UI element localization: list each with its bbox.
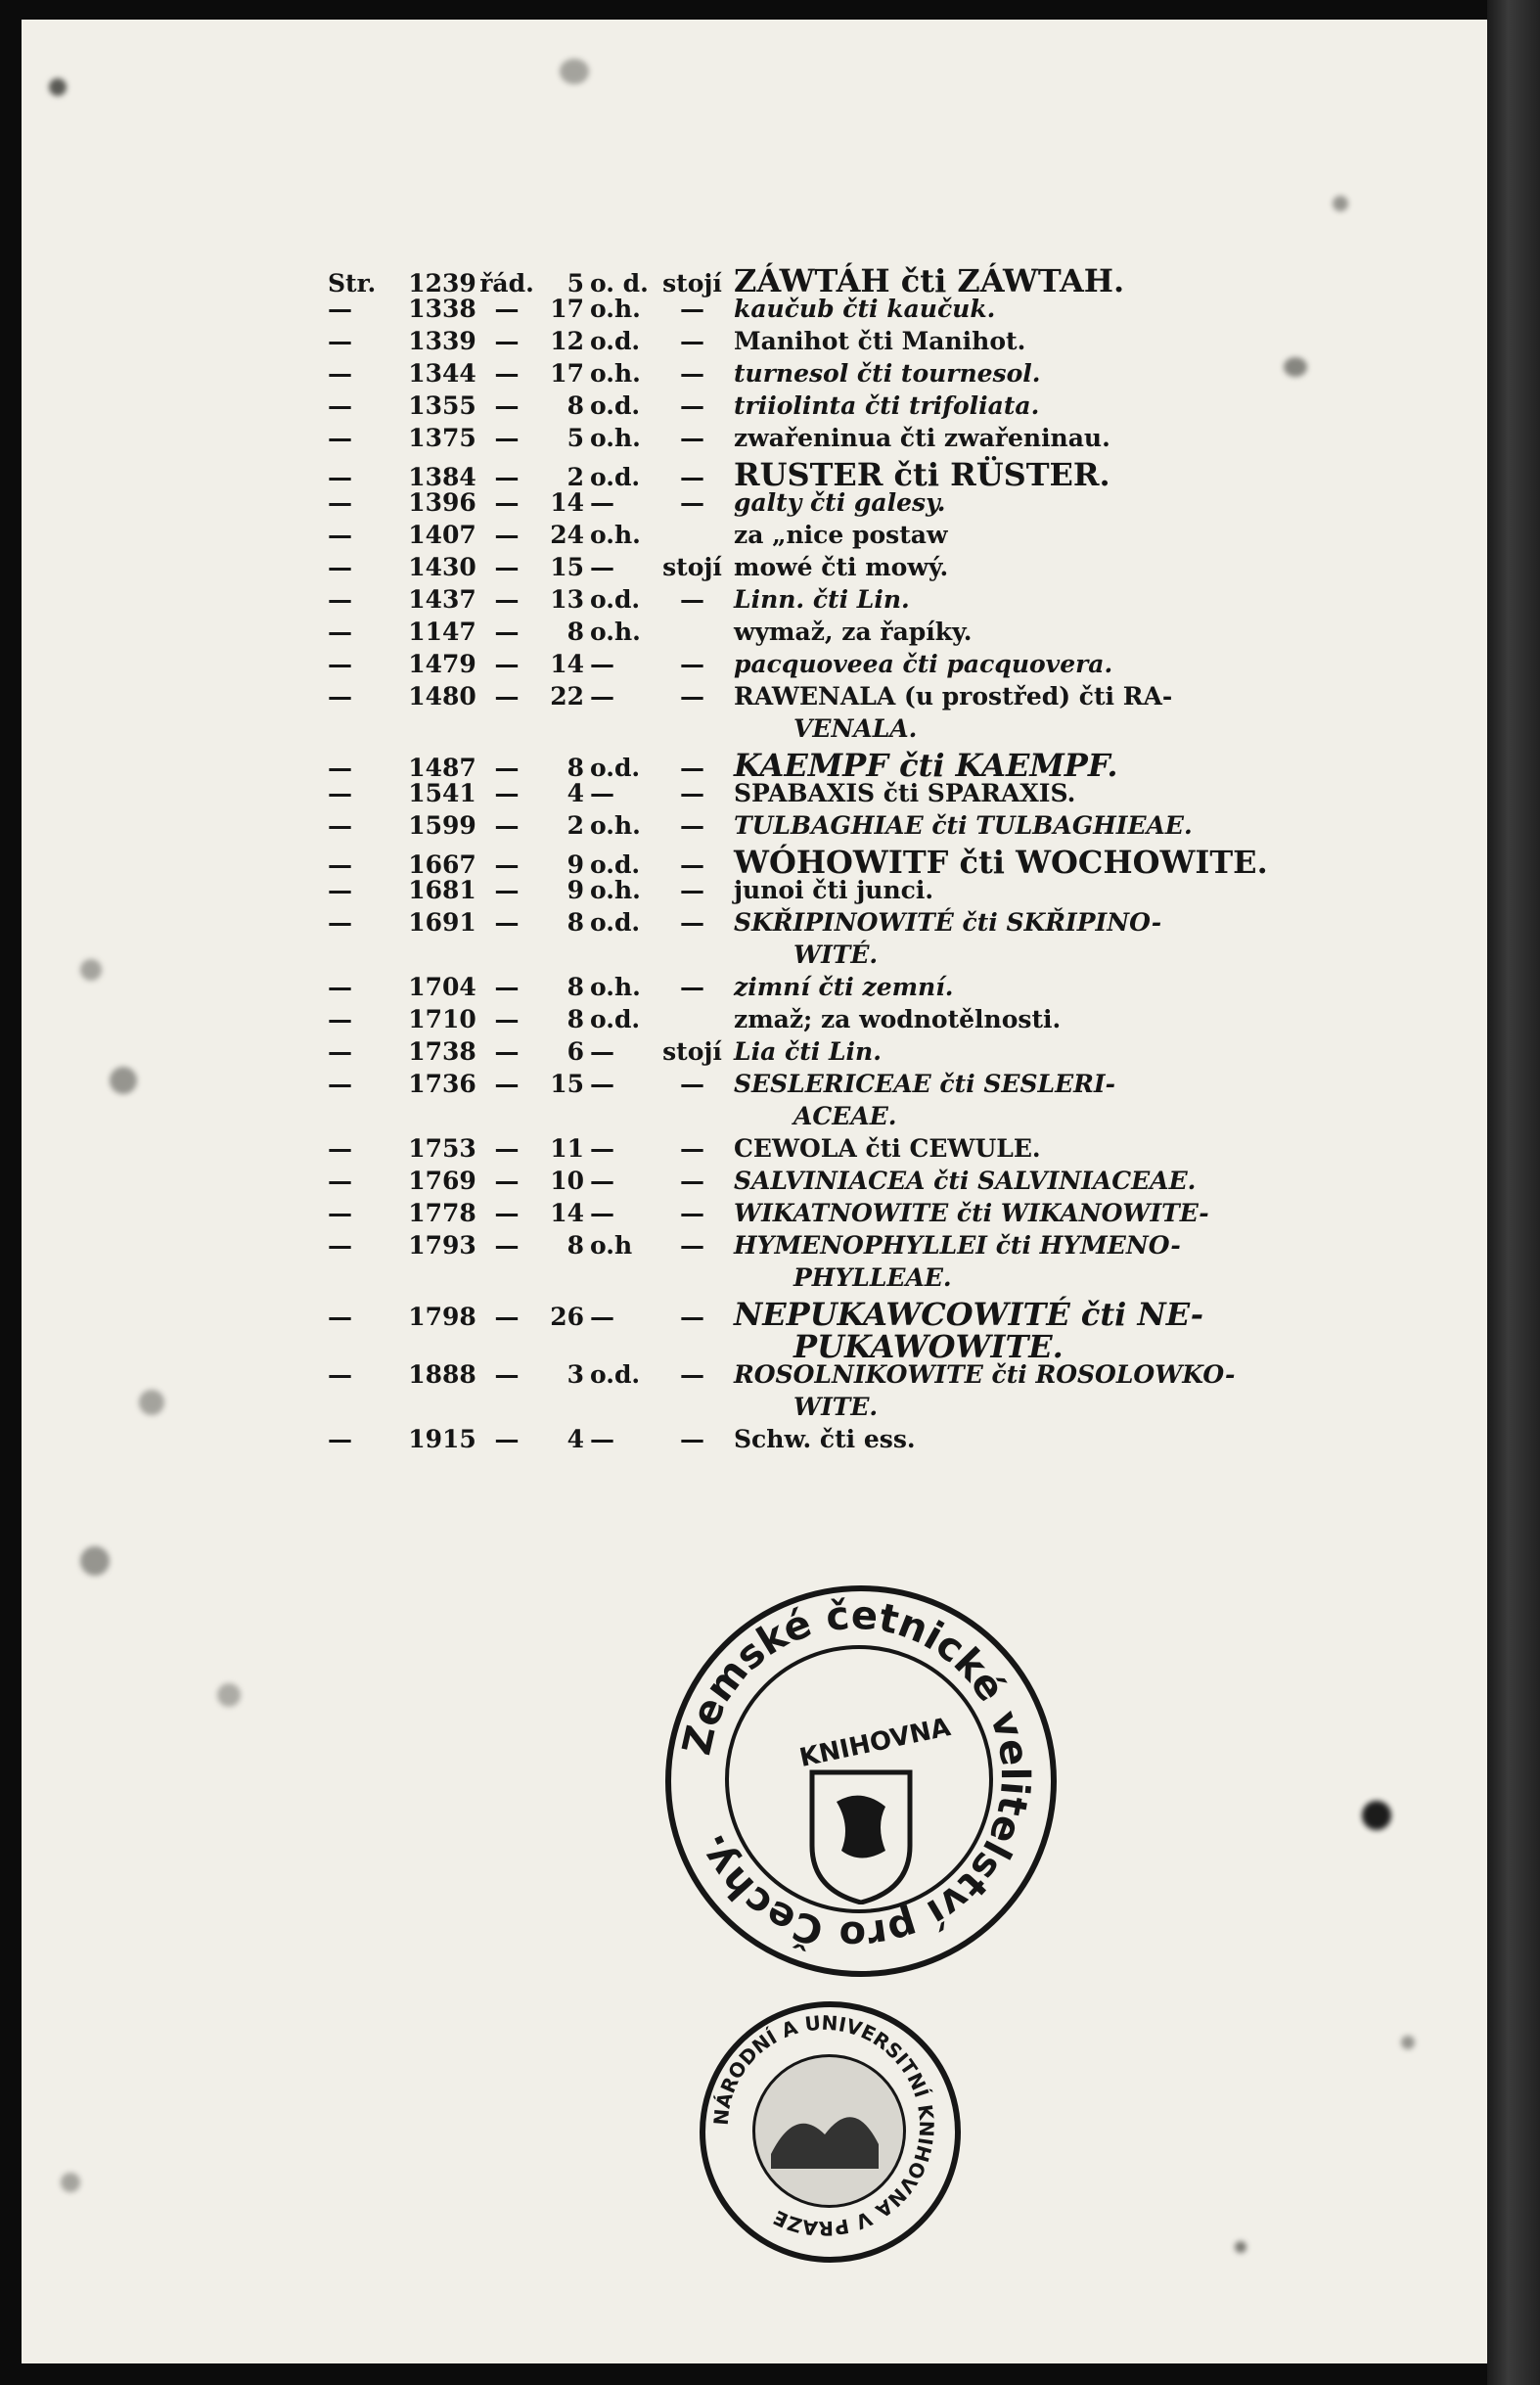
- dash: —: [328, 811, 352, 840]
- dash: —: [494, 424, 520, 452]
- dash: —: [328, 1037, 352, 1066]
- line-number: 10: [550, 1167, 584, 1195]
- dash: —: [328, 1425, 352, 1453]
- dash: —: [328, 876, 352, 904]
- dash: —: [680, 391, 704, 420]
- page-number: 1769: [408, 1167, 476, 1195]
- line-position: o.d.: [590, 391, 641, 420]
- dash: —: [494, 488, 520, 517]
- correction-text: HYMENOPHYLLEI čti HYMENO-: [734, 1231, 1181, 1260]
- line-number: 14: [550, 1199, 584, 1227]
- errata-row: [328, 747, 1424, 784]
- errata-row: [328, 779, 1424, 811]
- line-position: o.h.: [590, 618, 641, 646]
- correction-text: Manihot čti Manihot.: [734, 327, 1026, 355]
- line-number: 8: [566, 754, 584, 782]
- errata-continuation: WITE.: [793, 1393, 879, 1421]
- dash: —: [328, 391, 352, 420]
- stain: [110, 1067, 137, 1094]
- line-position: o.d.: [590, 1360, 641, 1389]
- dash: —: [328, 359, 352, 388]
- dash: —: [328, 553, 352, 581]
- dash: —: [328, 1199, 352, 1227]
- line-position: o.d.: [590, 908, 641, 937]
- line-position: —: [590, 1425, 614, 1453]
- dash: —: [494, 1425, 520, 1453]
- line-position: o.h: [590, 1231, 633, 1260]
- line-number: 13: [550, 585, 584, 614]
- line-number: 17: [550, 295, 584, 323]
- dash: —: [494, 1303, 520, 1331]
- line-position: o.h.: [590, 811, 641, 840]
- stain: [80, 959, 102, 981]
- correction-text: WÓHOWITF čti WOCHOWITE.: [734, 844, 1268, 881]
- correction-text: pacquoveea čti pacquovera.: [734, 650, 1113, 678]
- line-position: —: [590, 1303, 614, 1331]
- errata-row: [328, 844, 1424, 881]
- page-number: 1407: [408, 521, 476, 549]
- dash: —: [494, 585, 520, 614]
- line-position: —: [590, 1070, 614, 1098]
- errata-row: [328, 488, 1424, 521]
- dash: —: [494, 1167, 520, 1195]
- line-number: 14: [550, 488, 584, 517]
- errata-continuation: WITÉ.: [793, 940, 879, 969]
- line-number: 2: [566, 811, 584, 840]
- line-number: 8: [566, 1005, 584, 1033]
- correction-text: RAWENALA (u prostřed) čti RA-: [734, 682, 1173, 711]
- errata-row: [328, 940, 1424, 973]
- errata-row: [328, 585, 1424, 618]
- errata-row: [328, 521, 1424, 553]
- page-number: 1778: [408, 1199, 476, 1227]
- errata-list: [328, 262, 1424, 1457]
- dash: —: [680, 327, 704, 355]
- page-number: 1691: [408, 908, 476, 937]
- errata-row: [328, 1263, 1424, 1296]
- svg-text:NÁRODNÍ A UNIVERSITNÍ KNIHOVNA: NÁRODNÍ A UNIVERSITNÍ KNIHOVNA V PRAZE: [708, 2010, 939, 2241]
- line-label: řád.: [479, 269, 534, 298]
- correction-text: ROSOLNIKOWITE čti ROSOLOWKO-: [734, 1360, 1236, 1389]
- dash: —: [494, 327, 520, 355]
- errata-row: [328, 456, 1424, 493]
- dash: —: [328, 463, 352, 491]
- errata-row: [328, 1167, 1424, 1199]
- correction-text: KAEMPF čti KAEMPF.: [734, 747, 1118, 784]
- errata-row: [328, 1102, 1424, 1134]
- line-position: —: [590, 650, 614, 678]
- line-number: 9: [566, 850, 584, 879]
- dash: —: [494, 850, 520, 879]
- correction-text: RUSTER čti RÜSTER.: [734, 456, 1110, 493]
- dash: —: [680, 650, 704, 678]
- stain: [560, 59, 589, 84]
- dash: —: [494, 1005, 520, 1033]
- page-number: 1396: [408, 488, 476, 517]
- dash: —: [680, 1070, 704, 1098]
- svg-text:Zemské četnické velitelství pr: Zemské četnické velitelství pro Čechy.: [674, 1592, 1038, 1958]
- errata-row: [328, 1231, 1424, 1263]
- dash: —: [680, 424, 704, 452]
- dash: —: [680, 463, 704, 491]
- stain: [1362, 1801, 1391, 1830]
- correction-text: TULBAGHIAE čti TULBAGHIEAE.: [734, 811, 1193, 840]
- dash: —: [328, 1231, 352, 1260]
- dash: —: [680, 779, 704, 807]
- errata-row: [328, 1199, 1424, 1231]
- page-number: 1375: [408, 424, 476, 452]
- errata-row: [328, 391, 1424, 424]
- line-position: o.h.: [590, 521, 641, 549]
- page-number: 1344: [408, 359, 476, 388]
- stamp-center-label: KNIHOVNA: [796, 1713, 954, 1773]
- dash: —: [494, 650, 520, 678]
- stoji-label: stojí: [662, 269, 722, 298]
- dash: —: [680, 295, 704, 323]
- page-number: 1738: [408, 1037, 476, 1066]
- stain: [49, 78, 67, 96]
- dash: —: [494, 521, 520, 549]
- line-position: o.h.: [590, 295, 641, 323]
- stoji-label: stojí: [662, 553, 722, 581]
- line-number: 15: [550, 553, 584, 581]
- page-number: 1355: [408, 391, 476, 420]
- stain: [1401, 2036, 1415, 2049]
- line-number: 3: [566, 1360, 584, 1389]
- correction-text: zimní čti zemní.: [734, 973, 954, 1001]
- dash: —: [328, 1005, 352, 1033]
- line-position: o.d.: [590, 1005, 641, 1033]
- line-position: —: [590, 682, 614, 711]
- dash: —: [328, 424, 352, 452]
- errata-row: [328, 1296, 1424, 1333]
- line-number: 15: [550, 1070, 584, 1098]
- correction-text: SKŘIPINOWITÉ čti SKŘIPINO-: [734, 908, 1162, 937]
- errata-row: [328, 262, 1424, 299]
- dash: —: [494, 754, 520, 782]
- dash: —: [328, 585, 352, 614]
- dash: —: [328, 754, 352, 782]
- errata-row: [328, 811, 1424, 844]
- dash: —: [494, 682, 520, 711]
- library-emblem-icon: [766, 2086, 883, 2174]
- stain: [217, 1683, 241, 1707]
- dash: —: [328, 1167, 352, 1195]
- dash: —: [680, 876, 704, 904]
- dash: —: [328, 973, 352, 1001]
- dash: —: [494, 1199, 520, 1227]
- dash: —: [328, 1303, 352, 1331]
- errata-continuation: ACEAE.: [793, 1102, 897, 1130]
- dash: —: [680, 1360, 704, 1389]
- dash: —: [680, 1134, 704, 1163]
- line-number: 4: [566, 779, 584, 807]
- line-number: 5: [566, 424, 584, 452]
- dash: —: [494, 1134, 520, 1163]
- correction-text: wymaž, za řapíky.: [734, 618, 973, 646]
- dash: —: [328, 1360, 352, 1389]
- errata-row: [328, 1425, 1424, 1457]
- dash: —: [328, 650, 352, 678]
- page-number: 1888: [408, 1360, 476, 1389]
- dash: —: [494, 1037, 520, 1066]
- correction-text: Schw. čti ess.: [734, 1425, 916, 1453]
- page-label: Str.: [328, 269, 377, 298]
- line-position: o.d.: [590, 850, 641, 879]
- correction-text: WIKATNOWITE čti WIKANOWITE-: [734, 1199, 1209, 1227]
- line-position: o.d.: [590, 327, 641, 355]
- stain: [1235, 2241, 1246, 2253]
- line-number: 8: [566, 1231, 584, 1260]
- correction-text: turnesol čti tournesol.: [734, 359, 1041, 388]
- page-number: 1704: [408, 973, 476, 1001]
- dash: —: [680, 1425, 704, 1453]
- correction-text: zwařeninua čti zwařeninau.: [734, 424, 1110, 452]
- dash: —: [680, 585, 704, 614]
- correction-text: Linn. čti Lin.: [734, 585, 910, 614]
- dash: —: [494, 618, 520, 646]
- page-number: 1541: [408, 779, 476, 807]
- errata-row: [328, 1360, 1424, 1393]
- page-number: 1487: [408, 754, 476, 782]
- dash: —: [680, 488, 704, 517]
- scan-edge: [1487, 0, 1540, 2385]
- dash: —: [494, 295, 520, 323]
- page-number: 1437: [408, 585, 476, 614]
- correction-text: mowé čti mowý.: [734, 553, 949, 581]
- line-number: 9: [566, 876, 584, 904]
- errata-row: [328, 327, 1424, 359]
- page-number: 1339: [408, 327, 476, 355]
- line-number: 17: [550, 359, 584, 388]
- errata-row: [328, 1393, 1424, 1425]
- dash: —: [494, 811, 520, 840]
- line-number: 5: [566, 269, 584, 298]
- library-stamp: [665, 1585, 1057, 1977]
- line-number: 8: [566, 908, 584, 937]
- line-position: o. d.: [590, 269, 649, 298]
- page-number: 1710: [408, 1005, 476, 1033]
- stain: [1333, 196, 1348, 211]
- dash: —: [680, 850, 704, 879]
- line-position: o.d.: [590, 754, 641, 782]
- page-number: 1338: [408, 295, 476, 323]
- page-number: 1667: [408, 850, 476, 879]
- errata-row: [328, 295, 1424, 327]
- correction-text: triiolinta čti trifoliata.: [734, 391, 1040, 420]
- page-number: 1430: [408, 553, 476, 581]
- line-position: —: [590, 1167, 614, 1195]
- line-position: o.d.: [590, 585, 641, 614]
- errata-continuation: VENALA.: [793, 714, 918, 743]
- errata-row: [328, 650, 1424, 682]
- dash: —: [680, 973, 704, 1001]
- correction-text: CEWOLA čti CEWULE.: [734, 1134, 1041, 1163]
- line-position: —: [590, 553, 614, 581]
- dash: —: [328, 682, 352, 711]
- errata-continuation: PHYLLEAE.: [793, 1263, 952, 1292]
- stain: [139, 1390, 164, 1415]
- dash: —: [328, 295, 352, 323]
- stain: [61, 2173, 80, 2192]
- line-position: —: [590, 1037, 614, 1066]
- page-number: 1736: [408, 1070, 476, 1098]
- correction-text: junoi čti junci.: [734, 876, 934, 904]
- page-number: 1798: [408, 1303, 476, 1331]
- errata-row: [328, 714, 1424, 747]
- dash: —: [494, 463, 520, 491]
- page-number: 1480: [408, 682, 476, 711]
- correction-text: zmaž; za wodnotělnosti.: [734, 1005, 1062, 1033]
- errata-row: [328, 424, 1424, 456]
- line-position: o.h.: [590, 973, 641, 1001]
- correction-text: ZÁWTÁH čti ZÁWTAH.: [734, 262, 1125, 299]
- dash: —: [680, 811, 704, 840]
- page-number: 1793: [408, 1231, 476, 1260]
- line-number: 2: [566, 463, 584, 491]
- dash: —: [328, 1070, 352, 1098]
- errata-row: [328, 618, 1424, 650]
- dash: —: [328, 908, 352, 937]
- page-number: 1479: [408, 650, 476, 678]
- dash: —: [494, 553, 520, 581]
- line-number: 14: [550, 650, 584, 678]
- page-number: 1384: [408, 463, 476, 491]
- page-number: 1147: [408, 618, 476, 646]
- dash: —: [494, 973, 520, 1001]
- line-number: 6: [566, 1037, 584, 1066]
- dash: —: [494, 908, 520, 937]
- dash: —: [328, 327, 352, 355]
- errata-row: [328, 1328, 1424, 1365]
- stoji-label: stojí: [662, 1037, 722, 1066]
- dash: —: [494, 876, 520, 904]
- correction-text: Lia čti Lin.: [734, 1037, 882, 1066]
- line-number: 4: [566, 1425, 584, 1453]
- correction-text: kaučub čti kaučuk.: [734, 295, 996, 323]
- correction-text: za „nice postaw: [734, 521, 948, 549]
- errata-row: [328, 973, 1424, 1005]
- page-number: 1599: [408, 811, 476, 840]
- dash: —: [328, 779, 352, 807]
- line-number: 22: [550, 682, 584, 711]
- line-number: 26: [550, 1303, 584, 1331]
- line-number: 12: [550, 327, 584, 355]
- line-number: 8: [566, 973, 584, 1001]
- dash: —: [328, 850, 352, 879]
- correction-text: NEPUKAWCOWITÉ čti NE-: [734, 1296, 1203, 1333]
- line-position: —: [590, 1134, 614, 1163]
- dash: —: [680, 1199, 704, 1227]
- correction-text: SPABAXIS čti SPARAXIS.: [734, 779, 1076, 807]
- errata-continuation: PUKAWOWITE.: [793, 1328, 1064, 1365]
- dash: —: [680, 682, 704, 711]
- page-number: 1239: [408, 269, 476, 298]
- line-position: o.h.: [590, 359, 641, 388]
- university-library-stamp: [700, 2001, 961, 2263]
- stain: [80, 1546, 110, 1576]
- dash: —: [680, 754, 704, 782]
- line-position: —: [590, 779, 614, 807]
- dash: —: [328, 1134, 352, 1163]
- dash: —: [494, 1231, 520, 1260]
- errata-row: [328, 1070, 1424, 1102]
- dash: —: [328, 618, 352, 646]
- correction-text: galty čti galesy.: [734, 488, 946, 517]
- dash: —: [494, 1360, 520, 1389]
- dash: —: [680, 1231, 704, 1260]
- errata-row: [328, 359, 1424, 391]
- errata-row: [328, 553, 1424, 585]
- dash: —: [328, 521, 352, 549]
- dash: —: [494, 1070, 520, 1098]
- line-position: o.h.: [590, 876, 641, 904]
- line-number: 8: [566, 618, 584, 646]
- page-number: 1915: [408, 1425, 476, 1453]
- page-number: 1681: [408, 876, 476, 904]
- dash: —: [680, 359, 704, 388]
- dash: —: [494, 779, 520, 807]
- line-position: —: [590, 1199, 614, 1227]
- line-number: 8: [566, 391, 584, 420]
- line-number: 24: [550, 521, 584, 549]
- dash: —: [680, 1167, 704, 1195]
- dash: —: [494, 359, 520, 388]
- correction-text: SALVINIACEA čti SALVINIACEAE.: [734, 1167, 1197, 1195]
- line-number: 11: [550, 1134, 584, 1163]
- dash: —: [680, 908, 704, 937]
- correction-text: SESLERICEAE čti SESLERI-: [734, 1070, 1115, 1098]
- errata-row: [328, 1005, 1424, 1037]
- line-position: o.h.: [590, 424, 641, 452]
- dash: —: [494, 391, 520, 420]
- line-position: —: [590, 488, 614, 517]
- errata-row: [328, 682, 1424, 714]
- errata-row: [328, 1134, 1424, 1167]
- errata-row: [328, 876, 1424, 908]
- lion-crest-icon: [802, 1767, 920, 1904]
- dash: —: [328, 488, 352, 517]
- errata-row: [328, 908, 1424, 940]
- errata-row: [328, 1037, 1424, 1070]
- dash: —: [680, 1303, 704, 1331]
- page-number: 1753: [408, 1134, 476, 1163]
- line-position: o.d.: [590, 463, 641, 491]
